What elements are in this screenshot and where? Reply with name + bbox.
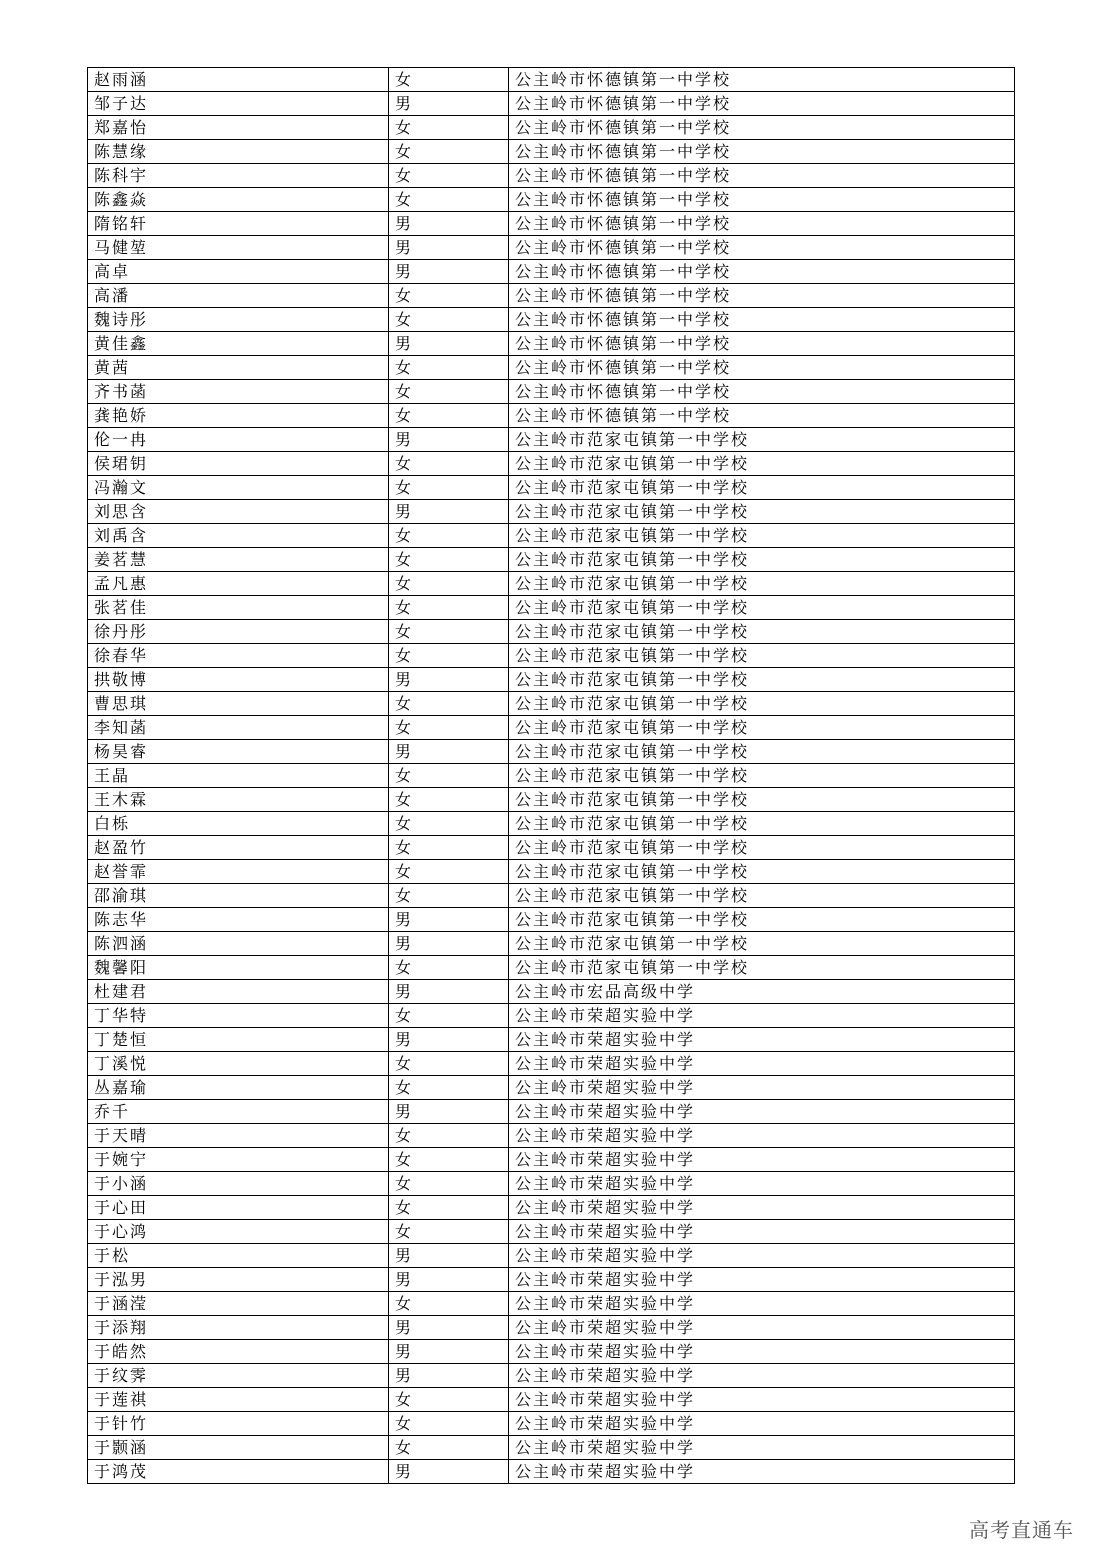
table-row: [88, 212, 1015, 236]
school-cell: 公主岭市怀德镇第一中学校: [509, 92, 1015, 116]
table-row: [88, 860, 1015, 884]
gender-cell: 男: [389, 1244, 509, 1268]
name-cell: 姜茗慧: [88, 548, 389, 572]
name-cell: 于泓男: [88, 1268, 389, 1292]
gender-cell: 男: [389, 668, 509, 692]
gender-cell: 女: [389, 308, 509, 332]
gender-cell: 女: [389, 692, 509, 716]
school-cell: 公主岭市荣超实验中学: [509, 1436, 1015, 1460]
school-cell: 公主岭市怀德镇第一中学校: [509, 164, 1015, 188]
table-row: [88, 1316, 1015, 1340]
table-row: [88, 428, 1015, 452]
name-cell: 刘思含: [88, 500, 389, 524]
table-row: [88, 692, 1015, 716]
gender-cell: 女: [389, 836, 509, 860]
gender-cell: 女: [389, 68, 509, 92]
school-cell: 公主岭市范家屯镇第一中学校: [509, 428, 1015, 452]
table-row: [88, 1076, 1015, 1100]
table-row: [88, 1244, 1015, 1268]
gender-cell: 女: [389, 284, 509, 308]
table-row: [88, 716, 1015, 740]
name-cell: 于针竹: [88, 1412, 389, 1436]
school-cell: 公主岭市怀德镇第一中学校: [509, 140, 1015, 164]
school-cell: 公主岭市荣超实验中学: [509, 1340, 1015, 1364]
school-cell: 公主岭市范家屯镇第一中学校: [509, 572, 1015, 596]
gender-cell: 女: [389, 812, 509, 836]
name-cell: 陈泗涵: [88, 932, 389, 956]
school-cell: 公主岭市荣超实验中学: [509, 1196, 1015, 1220]
name-cell: 于婉宁: [88, 1148, 389, 1172]
school-cell: 公主岭市范家屯镇第一中学校: [509, 740, 1015, 764]
name-cell: 高潘: [88, 284, 389, 308]
school-cell: 公主岭市范家屯镇第一中学校: [509, 500, 1015, 524]
gender-cell: 女: [389, 764, 509, 788]
name-cell: 乔千: [88, 1100, 389, 1124]
name-cell: 于心田: [88, 1196, 389, 1220]
name-cell: 李知菡: [88, 716, 389, 740]
gender-cell: 女: [389, 380, 509, 404]
name-cell: 丛嘉瑜: [88, 1076, 389, 1100]
school-cell: 公主岭市荣超实验中学: [509, 1028, 1015, 1052]
school-cell: 公主岭市范家屯镇第一中学校: [509, 644, 1015, 668]
gender-cell: 男: [389, 1316, 509, 1340]
name-cell: 魏诗彤: [88, 308, 389, 332]
school-cell: 公主岭市范家屯镇第一中学校: [509, 524, 1015, 548]
gender-cell: 女: [389, 116, 509, 140]
table-row: [88, 980, 1015, 1004]
name-cell: 于松: [88, 1244, 389, 1268]
gender-cell: 男: [389, 260, 509, 284]
name-cell: 侯珺钥: [88, 452, 389, 476]
school-cell: 公主岭市范家屯镇第一中学校: [509, 764, 1015, 788]
table-row: [88, 668, 1015, 692]
gender-cell: 女: [389, 188, 509, 212]
gender-cell: 男: [389, 1364, 509, 1388]
table-row: [88, 68, 1015, 92]
school-cell: 公主岭市范家屯镇第一中学校: [509, 668, 1015, 692]
table-row: [88, 908, 1015, 932]
table-row: [88, 1220, 1015, 1244]
table-row: [88, 284, 1015, 308]
name-cell: 邹子达: [88, 92, 389, 116]
table-row: [88, 836, 1015, 860]
table-row: [88, 956, 1015, 980]
school-cell: 公主岭市荣超实验中学: [509, 1316, 1015, 1340]
table-row: [88, 92, 1015, 116]
table-row: [88, 1292, 1015, 1316]
school-cell: 公主岭市荣超实验中学: [509, 1148, 1015, 1172]
table-row: [88, 1052, 1015, 1076]
school-cell: 公主岭市荣超实验中学: [509, 1004, 1015, 1028]
name-cell: 赵盈竹: [88, 836, 389, 860]
table-row: [88, 380, 1015, 404]
name-cell: 杨昊睿: [88, 740, 389, 764]
school-cell: 公主岭市怀德镇第一中学校: [509, 380, 1015, 404]
gender-cell: 女: [389, 548, 509, 572]
name-cell: 于天晴: [88, 1124, 389, 1148]
name-cell: 于心鸿: [88, 1220, 389, 1244]
name-cell: 伦一冉: [88, 428, 389, 452]
table-row: [88, 164, 1015, 188]
gender-cell: 女: [389, 164, 509, 188]
gender-cell: 女: [389, 476, 509, 500]
school-cell: 公主岭市怀德镇第一中学校: [509, 308, 1015, 332]
school-cell: 公主岭市荣超实验中学: [509, 1172, 1015, 1196]
gender-cell: 男: [389, 1340, 509, 1364]
gender-cell: 女: [389, 1172, 509, 1196]
table-row: [88, 260, 1015, 284]
name-cell: 于鸿茂: [88, 1460, 389, 1484]
gender-cell: 女: [389, 860, 509, 884]
gender-cell: 男: [389, 428, 509, 452]
table-row: [88, 1364, 1015, 1388]
table-row: [88, 1268, 1015, 1292]
gender-cell: 男: [389, 332, 509, 356]
school-cell: 公主岭市范家屯镇第一中学校: [509, 860, 1015, 884]
school-cell: 公主岭市范家屯镇第一中学校: [509, 476, 1015, 500]
gender-cell: 女: [389, 140, 509, 164]
school-cell: 公主岭市荣超实验中学: [509, 1244, 1015, 1268]
table-row: [88, 596, 1015, 620]
name-cell: 郑嘉怡: [88, 116, 389, 140]
table-row: [88, 1436, 1015, 1460]
name-cell: 陈科宇: [88, 164, 389, 188]
school-cell: 公主岭市怀德镇第一中学校: [509, 356, 1015, 380]
gender-cell: 女: [389, 452, 509, 476]
gender-cell: 女: [389, 884, 509, 908]
table-row: [88, 236, 1015, 260]
name-cell: 于纹霁: [88, 1364, 389, 1388]
roster-body: [88, 68, 1015, 1484]
name-cell: 张茗佳: [88, 596, 389, 620]
name-cell: 于莲祺: [88, 1388, 389, 1412]
name-cell: 徐丹彤: [88, 620, 389, 644]
school-cell: 公主岭市怀德镇第一中学校: [509, 332, 1015, 356]
gender-cell: 男: [389, 1268, 509, 1292]
name-cell: 冯瀚文: [88, 476, 389, 500]
gender-cell: 女: [389, 524, 509, 548]
school-cell: 公主岭市范家屯镇第一中学校: [509, 908, 1015, 932]
gender-cell: 女: [389, 1220, 509, 1244]
gender-cell: 男: [389, 980, 509, 1004]
school-cell: 公主岭市荣超实验中学: [509, 1292, 1015, 1316]
gender-cell: 女: [389, 1412, 509, 1436]
gender-cell: 女: [389, 1004, 509, 1028]
name-cell: 魏馨阳: [88, 956, 389, 980]
gender-cell: 男: [389, 500, 509, 524]
gender-cell: 女: [389, 788, 509, 812]
name-cell: 王木霖: [88, 788, 389, 812]
gender-cell: 女: [389, 1196, 509, 1220]
table-row: [88, 812, 1015, 836]
name-cell: 陈志华: [88, 908, 389, 932]
school-cell: 公主岭市怀德镇第一中学校: [509, 68, 1015, 92]
name-cell: 白栎: [88, 812, 389, 836]
name-cell: 黄佳鑫: [88, 332, 389, 356]
name-cell: 于添翔: [88, 1316, 389, 1340]
name-cell: 齐书菡: [88, 380, 389, 404]
name-cell: 于皓然: [88, 1340, 389, 1364]
student-roster-table: [87, 67, 1015, 1484]
name-cell: 高卓: [88, 260, 389, 284]
name-cell: 丁楚恒: [88, 1028, 389, 1052]
school-cell: 公主岭市怀德镇第一中学校: [509, 260, 1015, 284]
table-row: [88, 1004, 1015, 1028]
table-row: [88, 1100, 1015, 1124]
school-cell: 公主岭市范家屯镇第一中学校: [509, 836, 1015, 860]
gender-cell: 女: [389, 620, 509, 644]
gender-cell: 女: [389, 356, 509, 380]
gender-cell: 女: [389, 1124, 509, 1148]
table-row: [88, 1148, 1015, 1172]
gender-cell: 女: [389, 1388, 509, 1412]
gender-cell: 女: [389, 1148, 509, 1172]
name-cell: 赵誉霏: [88, 860, 389, 884]
school-cell: 公主岭市范家屯镇第一中学校: [509, 956, 1015, 980]
school-cell: 公主岭市荣超实验中学: [509, 1460, 1015, 1484]
table-row: [88, 1340, 1015, 1364]
school-cell: 公主岭市荣超实验中学: [509, 1220, 1015, 1244]
table-row: [88, 548, 1015, 572]
school-cell: 公主岭市荣超实验中学: [509, 1388, 1015, 1412]
name-cell: 陈慧缘: [88, 140, 389, 164]
school-cell: 公主岭市怀德镇第一中学校: [509, 236, 1015, 260]
table-row: [88, 116, 1015, 140]
table-row: [88, 476, 1015, 500]
name-cell: 于涵滢: [88, 1292, 389, 1316]
table-row: [88, 452, 1015, 476]
gender-cell: 女: [389, 1292, 509, 1316]
school-cell: 公主岭市宏品高级中学: [509, 980, 1015, 1004]
gender-cell: 男: [389, 1460, 509, 1484]
table-row: [88, 404, 1015, 428]
school-cell: 公主岭市怀德镇第一中学校: [509, 404, 1015, 428]
table-row: [88, 764, 1015, 788]
table-row: [88, 308, 1015, 332]
school-cell: 公主岭市荣超实验中学: [509, 1100, 1015, 1124]
school-cell: 公主岭市怀德镇第一中学校: [509, 188, 1015, 212]
gender-cell: 女: [389, 404, 509, 428]
table-row: [88, 332, 1015, 356]
gender-cell: 男: [389, 932, 509, 956]
name-cell: 徐春华: [88, 644, 389, 668]
table-row: [88, 740, 1015, 764]
table-row: [88, 932, 1015, 956]
name-cell: 曹思琪: [88, 692, 389, 716]
table-row: [88, 572, 1015, 596]
gender-cell: 女: [389, 572, 509, 596]
name-cell: 王晶: [88, 764, 389, 788]
gender-cell: 男: [389, 236, 509, 260]
gender-cell: 男: [389, 1028, 509, 1052]
table-row: [88, 884, 1015, 908]
table-row: [88, 356, 1015, 380]
gender-cell: 女: [389, 1076, 509, 1100]
school-cell: 公主岭市荣超实验中学: [509, 1268, 1015, 1292]
school-cell: 公主岭市怀德镇第一中学校: [509, 116, 1015, 140]
name-cell: 黄茜: [88, 356, 389, 380]
school-cell: 公主岭市范家屯镇第一中学校: [509, 812, 1015, 836]
watermark-text: 高考直通车: [969, 1518, 1074, 1542]
table-row: [88, 620, 1015, 644]
table-row: [88, 1124, 1015, 1148]
table-row: [88, 524, 1015, 548]
name-cell: 陈鑫焱: [88, 188, 389, 212]
gender-cell: 女: [389, 596, 509, 620]
table-row: [88, 644, 1015, 668]
name-cell: 孟凡惠: [88, 572, 389, 596]
table-row: [88, 1460, 1015, 1484]
school-cell: 公主岭市荣超实验中学: [509, 1052, 1015, 1076]
table-row: [88, 1028, 1015, 1052]
gender-cell: 女: [389, 1436, 509, 1460]
gender-cell: 男: [389, 908, 509, 932]
name-cell: 于小涵: [88, 1172, 389, 1196]
name-cell: 拱敬博: [88, 668, 389, 692]
school-cell: 公主岭市荣超实验中学: [509, 1124, 1015, 1148]
school-cell: 公主岭市范家屯镇第一中学校: [509, 716, 1015, 740]
gender-cell: 女: [389, 644, 509, 668]
school-cell: 公主岭市怀德镇第一中学校: [509, 284, 1015, 308]
table-row: [88, 1412, 1015, 1436]
name-cell: 邵渝琪: [88, 884, 389, 908]
name-cell: 杜建君: [88, 980, 389, 1004]
gender-cell: 男: [389, 212, 509, 236]
school-cell: 公主岭市范家屯镇第一中学校: [509, 884, 1015, 908]
table-row: [88, 1172, 1015, 1196]
name-cell: 赵雨涵: [88, 68, 389, 92]
gender-cell: 女: [389, 956, 509, 980]
name-cell: 于颢涵: [88, 1436, 389, 1460]
gender-cell: 男: [389, 740, 509, 764]
school-cell: 公主岭市范家屯镇第一中学校: [509, 788, 1015, 812]
name-cell: 丁溪悦: [88, 1052, 389, 1076]
school-cell: 公主岭市范家屯镇第一中学校: [509, 932, 1015, 956]
name-cell: 刘禹含: [88, 524, 389, 548]
table-row: [88, 788, 1015, 812]
school-cell: 公主岭市范家屯镇第一中学校: [509, 692, 1015, 716]
table-row: [88, 1196, 1015, 1220]
table-row: [88, 188, 1015, 212]
name-cell: 丁华特: [88, 1004, 389, 1028]
school-cell: 公主岭市荣超实验中学: [509, 1364, 1015, 1388]
gender-cell: 男: [389, 92, 509, 116]
name-cell: 马健堃: [88, 236, 389, 260]
school-cell: 公主岭市范家屯镇第一中学校: [509, 548, 1015, 572]
table-row: [88, 500, 1015, 524]
school-cell: 公主岭市荣超实验中学: [509, 1412, 1015, 1436]
gender-cell: 女: [389, 1052, 509, 1076]
table-row: [88, 1388, 1015, 1412]
school-cell: 公主岭市范家屯镇第一中学校: [509, 620, 1015, 644]
table-row: [88, 140, 1015, 164]
school-cell: 公主岭市范家屯镇第一中学校: [509, 596, 1015, 620]
school-cell: 公主岭市范家屯镇第一中学校: [509, 452, 1015, 476]
gender-cell: 男: [389, 1100, 509, 1124]
school-cell: 公主岭市怀德镇第一中学校: [509, 212, 1015, 236]
name-cell: 龚艳娇: [88, 404, 389, 428]
name-cell: 隋铭轩: [88, 212, 389, 236]
gender-cell: 女: [389, 716, 509, 740]
school-cell: 公主岭市荣超实验中学: [509, 1076, 1015, 1100]
